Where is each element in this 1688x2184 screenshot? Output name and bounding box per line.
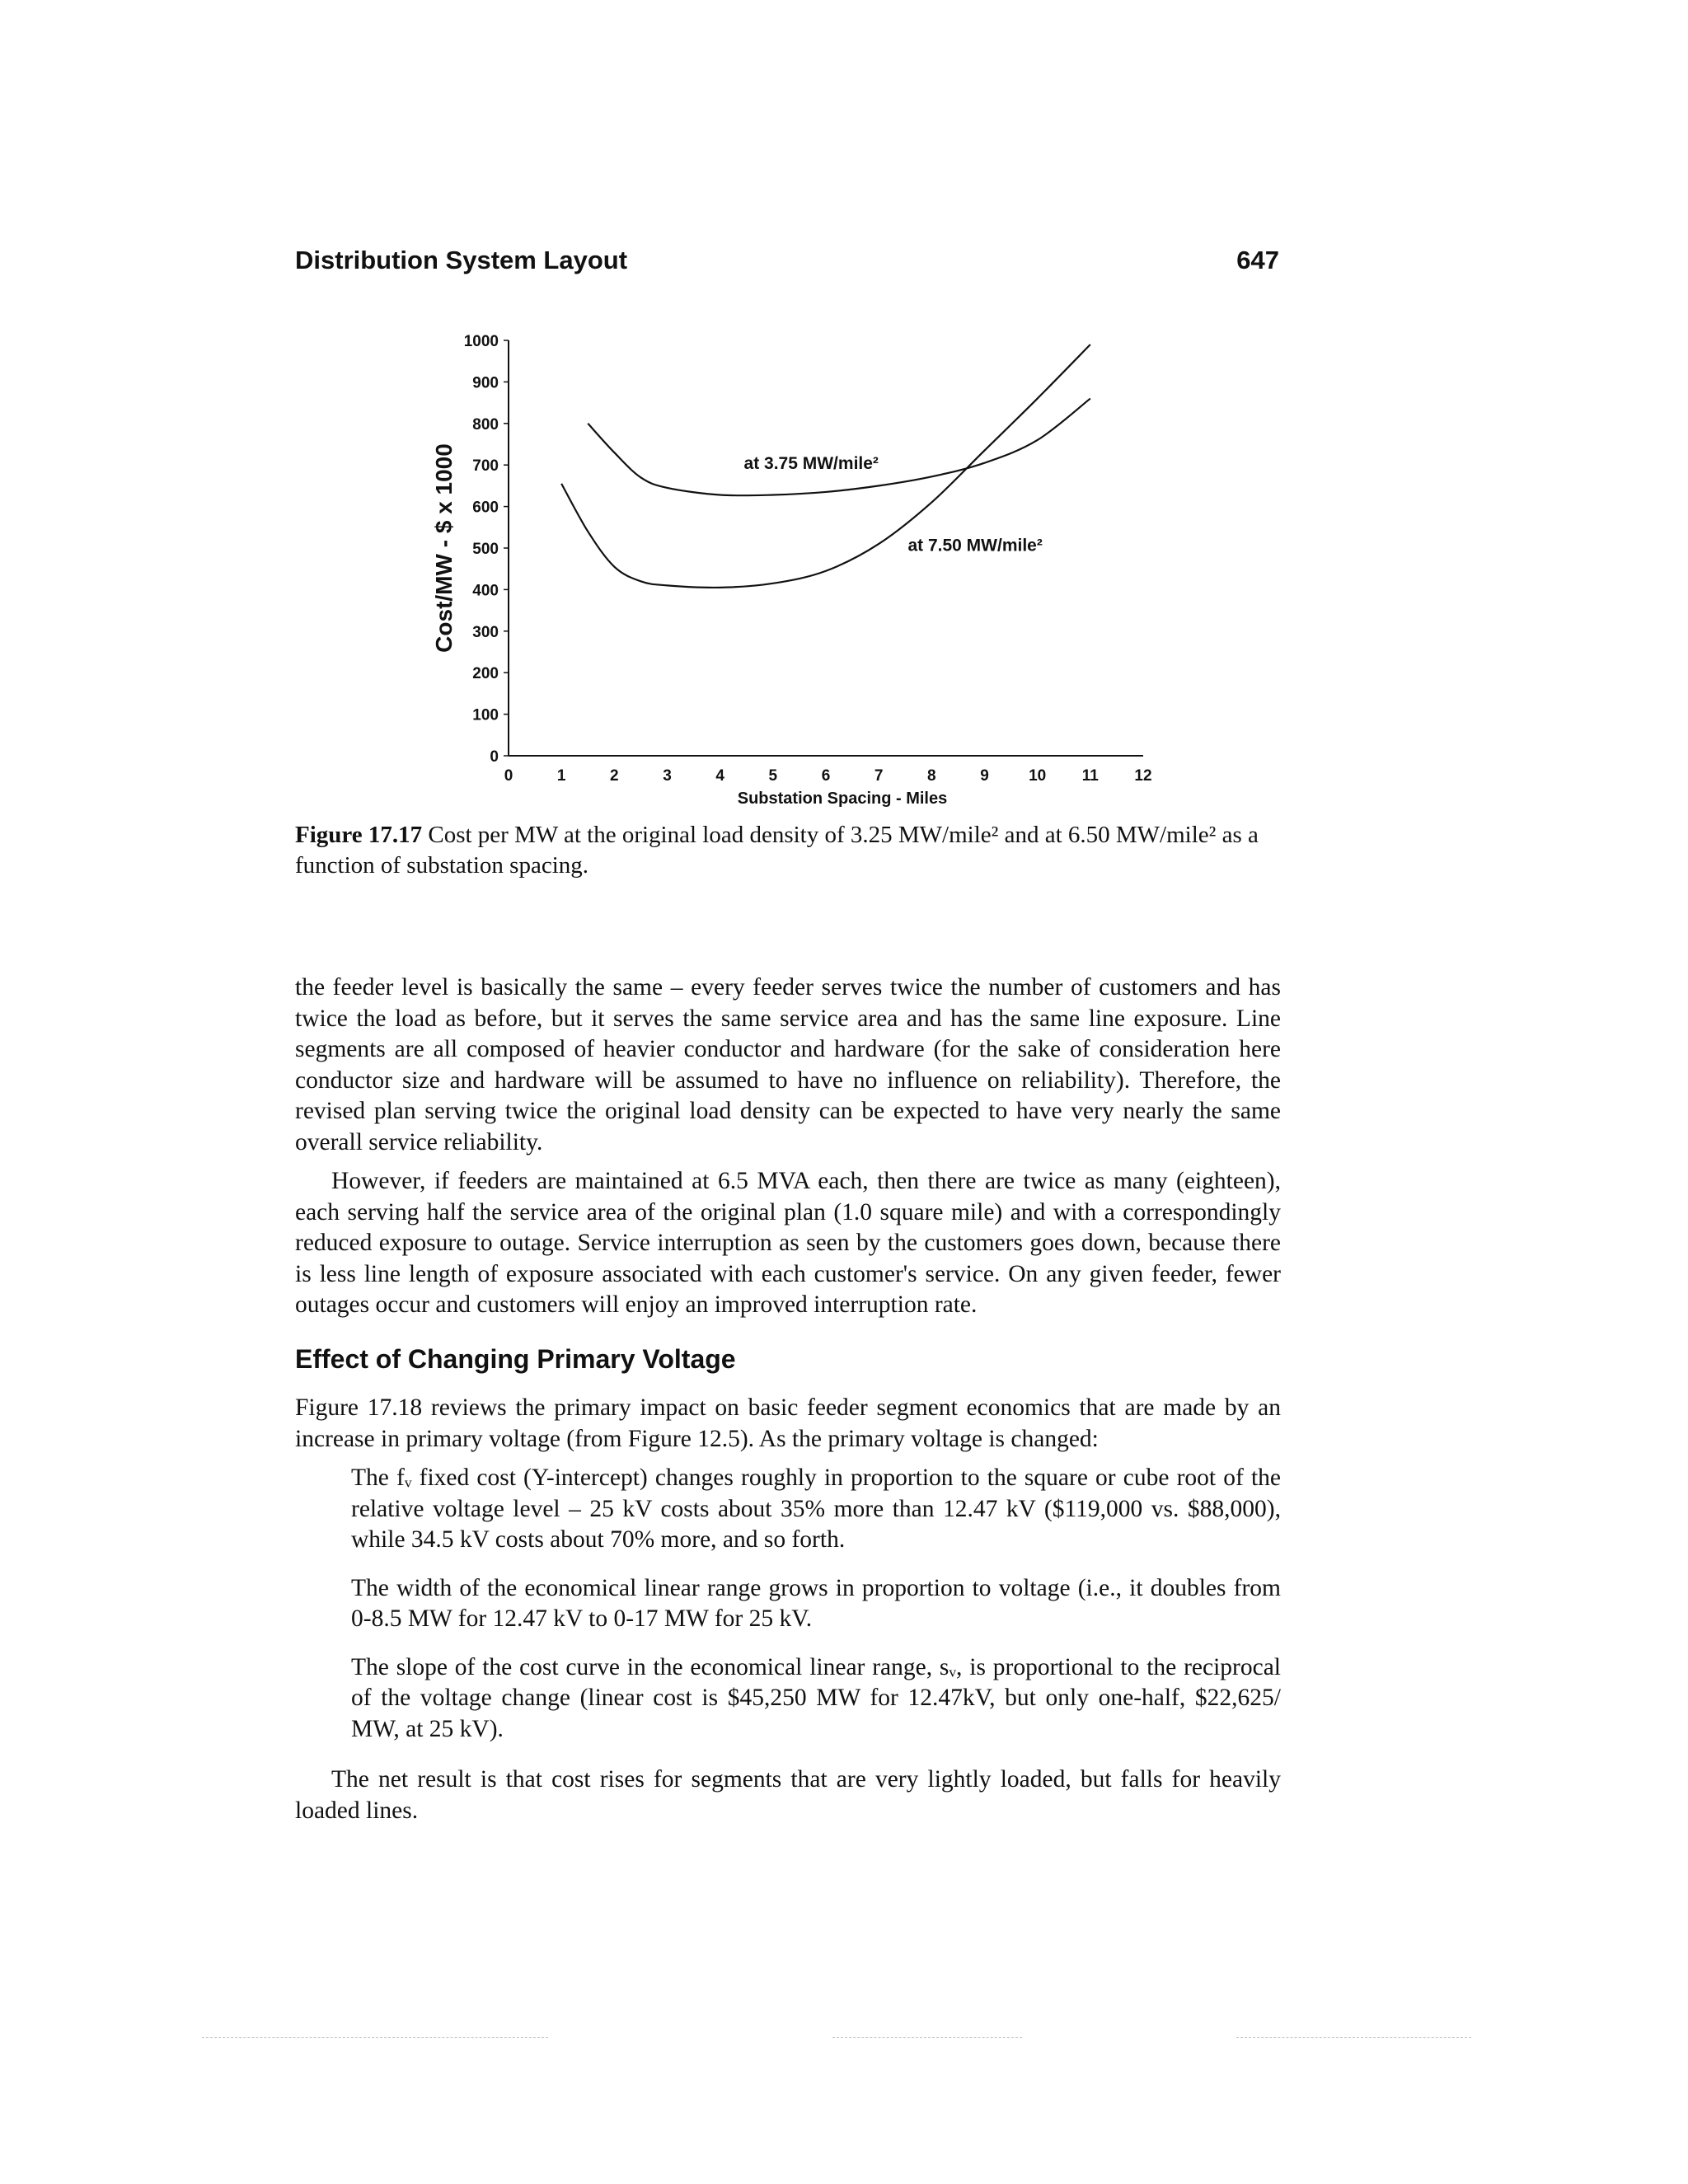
y-tick-label: 500 <box>472 541 499 558</box>
y-axis-title: Cost/MW - $ x 1000 <box>431 443 457 653</box>
figure-caption-text: Cost per MW at the original load density of 3.25 MW/mile² and at 6.50 MW/mile² as a function of substation spacing. <box>295 822 1259 879</box>
cost-per-mw-chart <box>412 326 1236 820</box>
x-tick-label: 0 <box>504 767 513 785</box>
figure-caption <box>295 820 1281 881</box>
y-tick-label: 1000 <box>463 333 499 350</box>
voltage-effects-list <box>351 1463 1281 1745</box>
x-tick-label: 9 <box>980 767 989 785</box>
scan-edge-line <box>832 2037 1022 2038</box>
list-item: The fᵥ fixed cost (Y-intercept) changes roughly in proportion to the square or cube root of the relative voltage level – 25 kV costs about 35% more than 12.47 kV ($119,000 vs. $88,000), while 34.5 kV costs about 70% more, and so forth. <box>351 1465 1281 1553</box>
x-tick-label: 12 <box>1134 767 1152 785</box>
body-text <box>295 972 1281 1835</box>
list-item: The slope of the cost curve in the economical linear range, sᵥ, is proportional to the reciprocal of the voltage change (linear cost is $45,250 MW for 12.47kV, but only one-half, $22,625/ MW, at 25 kV). <box>351 1653 1281 1742</box>
series-label: at 3.75 MW/mile² <box>743 454 879 474</box>
x-axis-title: Substation Spacing - Miles <box>737 790 948 808</box>
section-heading: Effect of Changing Primary Voltage <box>295 1343 736 1374</box>
y-tick-label: 900 <box>472 374 499 392</box>
x-tick-label: 2 <box>610 767 619 785</box>
y-tick-label: 200 <box>472 665 499 683</box>
scan-edge-line <box>1236 2037 1471 2038</box>
x-tick-label: 6 <box>821 767 831 785</box>
y-tick-label: 400 <box>472 582 499 600</box>
y-tick-label: 600 <box>472 499 499 517</box>
y-tick-label: 300 <box>472 623 499 641</box>
running-header: Distribution System Layout <box>295 246 628 274</box>
list-item: The width of the economical linear range grows in proportion to voltage (i.e., it doubles from 0-8.5 MW for 12.47 kV to 0-17 MW for 25 kV. <box>351 1574 1281 1632</box>
x-tick-label: 8 <box>927 767 936 785</box>
scan-edge-line <box>202 2037 548 2038</box>
x-tick-label: 7 <box>874 767 884 785</box>
series-line-3-75 <box>588 399 1090 496</box>
y-tick-label: 800 <box>472 415 499 434</box>
figure-label: Figure 17.17 <box>295 822 423 848</box>
series-label: at 7.50 MW/mile² <box>907 536 1043 555</box>
x-tick-label: 1 <box>556 767 566 785</box>
chart-canvas <box>412 326 1236 820</box>
y-tick-label: 0 <box>490 748 499 766</box>
x-tick-label: 3 <box>663 767 672 785</box>
paragraph-3: Figure 17.18 reviews the primary impact on basic feeder segment economics that are made by an increase in primary voltage (from Figure 12.5). As the primary voltage is changed: <box>295 1394 1281 1452</box>
x-tick-label: 11 <box>1081 767 1099 785</box>
paragraph-4: The net result is that cost rises for segments that are very lightly loaded, but falls for heavily loaded lines. <box>295 1766 1281 1824</box>
paragraph-2: However, if feeders are maintained at 6.5 MVA each, then there are twice as many (eighteen), each serving half the service area of the original plan (1.0 square mile) and with a correspondingly reduced exposure to outage. Service interruption as seen by the customers goes down, because there is less line length of exposure associated with each customer's service. On any given feeder, fewer outages occur and customers will enjoy an improved interruption rate. <box>295 1168 1281 1318</box>
paragraph-1: the feeder level is basically the same – every feeder serves twice the number of customers and has twice the load as before, but it serves the same service area and has the same line exposure. Line segments are all composed of heavier conductor and hardware (for the sake of consideration here conductor size and hardware will be assumed to have no influence on reliability). Therefore, the revised plan serving twice the original load density can be expected to have very nearly the same overall service reliability. <box>295 974 1281 1155</box>
y-tick-label: 700 <box>472 457 499 476</box>
x-tick-label: 5 <box>768 767 778 785</box>
y-tick-label: 100 <box>472 706 499 724</box>
x-tick-label: 4 <box>715 767 724 785</box>
x-tick-label: 10 <box>1029 767 1047 785</box>
page-number: 647 <box>1236 246 1279 274</box>
